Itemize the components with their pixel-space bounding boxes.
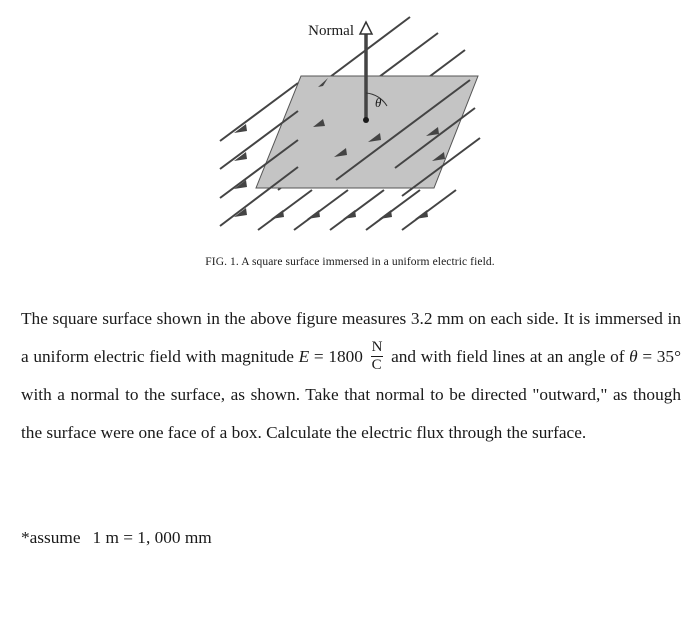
- assumption-prefix: *assume: [21, 528, 81, 547]
- arrowhead-icon: [307, 210, 320, 219]
- field-line: [220, 167, 298, 226]
- unit-conversion: 1 m = 1, 000 mm: [92, 528, 212, 547]
- problem-paragraph: [21, 300, 681, 452]
- problem-text-part-2: and with field lines at an angle of: [386, 347, 630, 366]
- arrowhead-icon: [379, 210, 392, 219]
- electric-field-diagram: [0, 0, 700, 250]
- unit-denominator: C: [371, 356, 382, 373]
- angle-label: θ: [375, 95, 382, 110]
- arrowhead-icon: [234, 180, 247, 189]
- problem-text-part-3: with a normal to the surface, as shown. Take that normal to be directed "outward," as though the surface were one face of a box. Calculate the electric flux through the surface.: [21, 385, 681, 442]
- theta-value: = 35°: [637, 347, 681, 366]
- normal-origin-dot: [363, 117, 369, 123]
- normal-label: Normal: [308, 23, 354, 39]
- normal-arrowhead-icon: [360, 22, 372, 34]
- field-line: [330, 190, 384, 230]
- field-line: [294, 190, 348, 230]
- field-line: [366, 190, 420, 230]
- figure: [0, 0, 700, 280]
- field-line: [402, 190, 456, 230]
- field-line: [258, 190, 312, 230]
- figure-caption: FIG. 1. A square surface immersed in a uniform electric field.: [205, 256, 495, 268]
- problem-statement: [21, 300, 681, 452]
- assumption-note: [21, 528, 212, 548]
- theta-symbol: θ: [629, 347, 638, 366]
- unit-fraction: [371, 339, 384, 373]
- electric-field-value: = 1800: [309, 347, 368, 366]
- electric-field-symbol: E: [298, 347, 310, 366]
- arrowhead-icon: [271, 210, 284, 219]
- arrowhead-icon: [415, 210, 428, 219]
- problem-text-part-1: The square surface shown in the above figure measures 3.2 mm on each side. It is immersed in a uniform electric field with magnitude: [21, 309, 681, 366]
- arrowhead-icon: [343, 210, 356, 219]
- unit-numerator: N: [371, 339, 383, 356]
